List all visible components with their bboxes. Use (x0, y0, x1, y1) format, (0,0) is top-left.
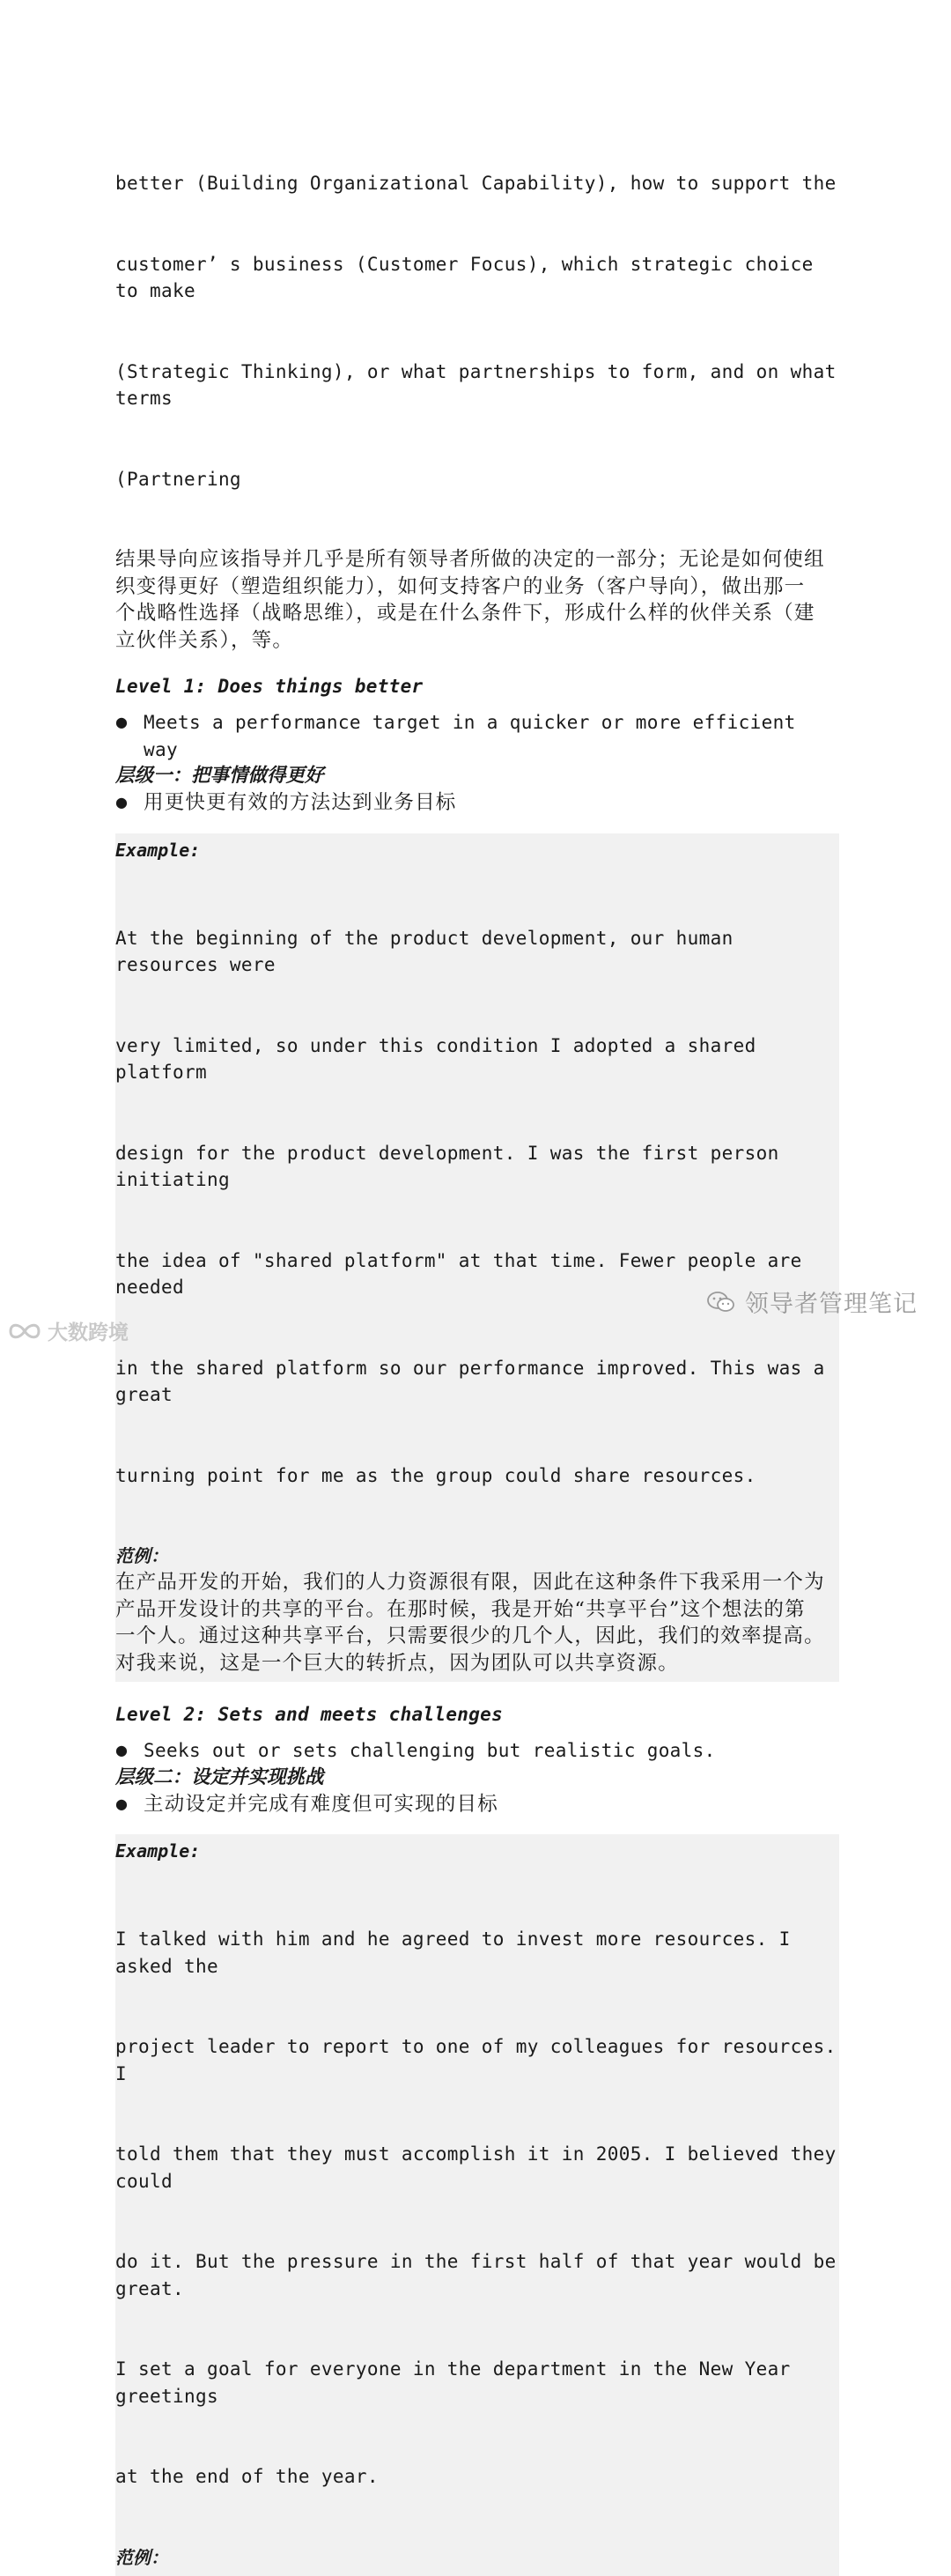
bullet-icon: ● (115, 714, 128, 730)
bullet-icon: ● (115, 1742, 128, 1758)
example-label: Example: (115, 1840, 201, 1862)
text-line: project leader to report to one of my colleagues for resources. I (115, 2036, 848, 2084)
text-line: do it. But the pressure in the first half of that year would be great. (115, 2251, 848, 2299)
bullet-text: Seeks out or sets challenging but realistic goals. (144, 1740, 716, 1761)
level-2-bullet-cn (115, 1791, 839, 1818)
bullet-text: Meets a performance target in a quicker or more efficient way (144, 712, 807, 760)
example-label-cn: 范例： (115, 1545, 168, 1566)
wechat-icon (706, 1290, 736, 1314)
level-1-example-box (115, 833, 839, 1683)
example-chinese-text (115, 1569, 839, 1677)
text-line: very limited, so under this condition I adopted a shared platform (115, 1034, 768, 1083)
bullet-text: 主动设定并完成有难度但可实现的目标 (144, 1792, 498, 1816)
level-2-heading: Level 2: Sets and meets challenges (115, 1704, 504, 1725)
text-line: 织变得更好（塑造组织能力），如何支持客户的业务（客户导向），做出那一 (115, 574, 806, 598)
text-line: 个战略性选择（战略思维），或是在什么条件下，形成什么样的伙伴关系（建 (115, 602, 815, 625)
footer-logo-watermark (7, 1316, 129, 1345)
text-line: 在产品开发的开始，我们的人力资源很有限，因此在这种条件下我采用一个为 (115, 1571, 825, 1594)
level-1-heading: Level 1: Does things better (115, 676, 424, 697)
text-line: I talked with him and he agreed to invest more resources. I asked the (115, 1928, 802, 1977)
text-line: I set a goal for everyone in the department in the New Year greetings (115, 2358, 802, 2407)
text-line: 结果导向应该指导并几乎是所有领导者所做的决定的一部分；无论是如何使组 (115, 548, 825, 571)
text-line: at the end of the year. (115, 2466, 379, 2487)
example-label-cn: 范例： (115, 2546, 168, 2568)
text-line: 产品开发设计的共享的平台。在那时候，我是开始“共享平台”这个想法的第 (115, 1597, 806, 1621)
level-1-bullet-cn (115, 789, 839, 817)
bullet-icon: ● (115, 794, 128, 811)
example-english-text (115, 871, 839, 1543)
example-english-text (115, 1872, 848, 2544)
example-label: Example: (115, 839, 201, 861)
bullet-icon: ● (115, 1795, 128, 1812)
text-line: turning point for me as the group could share resources. (115, 1464, 756, 1486)
level-1-heading-cn: 层级一：把事情做得更好 (115, 765, 324, 787)
text-line: in the shared platform so our performance improved. This was a great (115, 1357, 837, 1405)
level-2-example-box (115, 1834, 848, 2576)
infinity-logo-icon (7, 1321, 42, 1341)
level-1-bullet-en (115, 709, 839, 763)
text-line: (Partnering (115, 468, 241, 490)
level-2-section (115, 1701, 848, 2576)
footer-brand-watermark (706, 1284, 918, 1319)
level-1-section (115, 673, 839, 1682)
bullet-text: 用更快更有效的方法达到业务目标 (144, 791, 457, 814)
intro-english-paragraph (115, 116, 848, 546)
text-line: better (Building Organizational Capability), how to support the (115, 173, 837, 194)
text-line: the idea of "shared platform" at that time. Fewer people are needed (115, 1249, 814, 1298)
level-2-bullet-en (115, 1737, 839, 1765)
document-page (115, 116, 848, 2576)
text-line: (Strategic Thinking), or what partnerships to form, and on what terms (115, 360, 848, 409)
text-line: told them that they must accomplish it in 2005. I believed they could (115, 2143, 848, 2192)
text-line: design for the product development. I was the first person initiating (115, 1142, 791, 1190)
text-line: 立伙伴关系），等。 (115, 628, 294, 652)
brand-name: 领导者管理笔记 (745, 1291, 918, 1318)
text-line: 对我来说，这是一个巨大的转折点，因为团队可以共享资源。 (115, 1651, 679, 1675)
text-line: 一个人。通过这种共享平台，只需要很少的几个人，因此，我们的效率提高。 (115, 1625, 825, 1647)
level-2-heading-cn: 层级二：设定并实现挑战 (115, 1765, 324, 1788)
logo-text: 大数跨境 (48, 1321, 129, 1344)
intro-chinese-paragraph (115, 546, 839, 654)
text-line: customer’ s business (Customer Focus), which strategic choice to make (115, 253, 825, 301)
text-line: At the beginning of the product development, our human resources were (115, 927, 745, 975)
